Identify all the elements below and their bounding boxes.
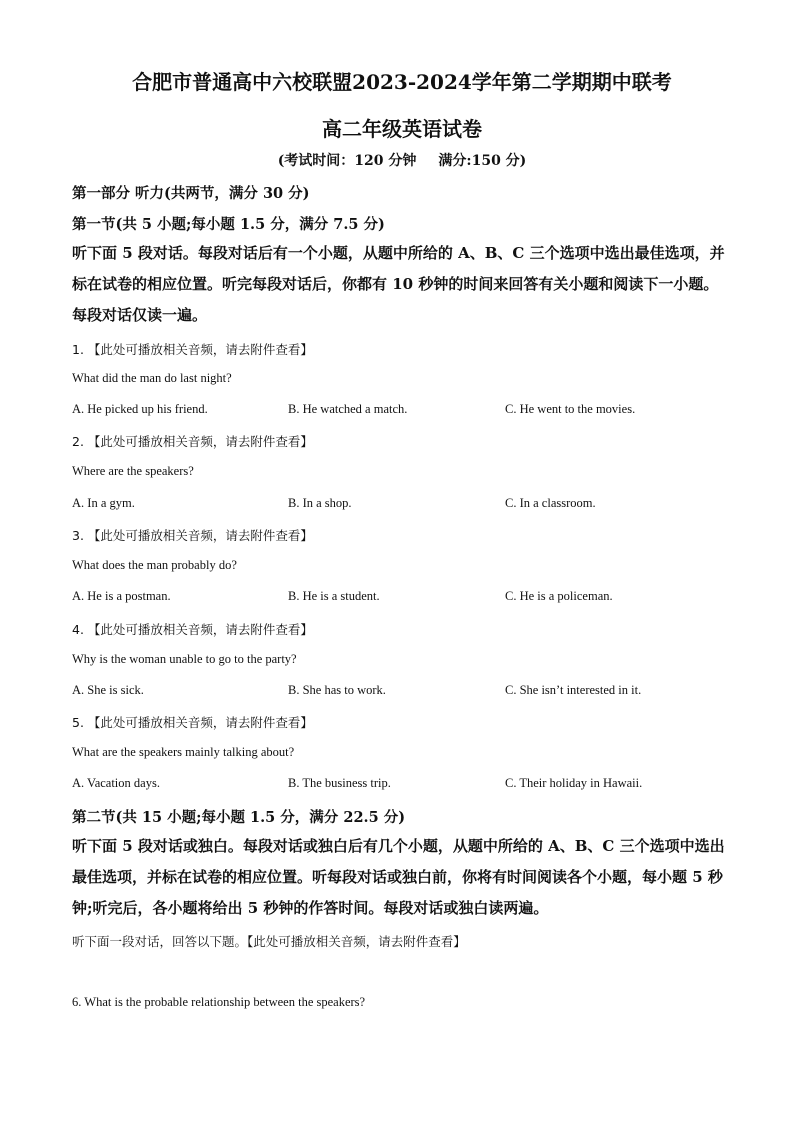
audio-placeholder-2[interactable]: 2. 【此处可播放相关音频，请去附件查看】 [72, 434, 313, 449]
exam-info [72, 150, 732, 170]
option-1c: C. He went to the movies. [505, 402, 636, 416]
section2-heading: 第二节(共 15 小题;每小题 1.5 分，满分 22.5 分) [72, 809, 406, 826]
option-4b: B. She has to work. [288, 683, 386, 697]
audio-placeholder-5[interactable]: 5. 【此处可播放相关音频，请去附件查看】 [72, 715, 313, 730]
option-1b: B. He watched a match. [288, 402, 408, 416]
section2-instructions: 听下面 5 段对话或独白。每段对话或独白后有几个小题，从题中所给的 A、B、C 三个选项中选出最佳选项，并标在试卷的相应位置。听每段对话或独白前，你将有时间阅读各个小题，每小题 5 秒钟;听完后，各小题将给出 5 秒钟的作答时间。每段对话或独白读两遍。 [72, 837, 725, 917]
option-2c: C. In a classroom. [505, 496, 596, 510]
exam-title: 合肥市普通高中六校联盟2023-2024学年第二学期期中联考 [132, 70, 672, 94]
question-5: What are the speakers mainly talking about? [72, 745, 295, 759]
option-4c: C. She isn’t interested in it. [505, 683, 642, 697]
exam-time: (考试时间：120 分钟 [277, 153, 417, 169]
option-2a: A. In a gym. [72, 496, 135, 510]
question-1: What did the man do last night? [72, 371, 232, 385]
question-6: 6. What is the probable relationship between the speakers? [72, 995, 366, 1009]
option-2b: B. In a shop. [288, 496, 352, 510]
option-3c: C. He is a policeman. [505, 589, 613, 603]
option-4a: A. She is sick. [72, 683, 144, 697]
question-3: What does the man probably do? [72, 558, 237, 572]
question-2: Where are the speakers? [72, 464, 194, 478]
section1-heading: 第一节(共 5 小题;每小题 1.5 分，满分 7.5 分) [72, 216, 385, 233]
part1-heading: 第一部分 听力(共两节，满分 30 分) [72, 185, 310, 202]
option-5b: B. The business trip. [288, 776, 391, 790]
question-4: Why is the woman unable to go to the party? [72, 652, 297, 666]
audio-placeholder-4[interactable]: 4. 【此处可播放相关音频，请去附件查看】 [72, 622, 313, 637]
option-3b: B. He is a student. [288, 589, 380, 603]
option-3a: A. He is a postman. [72, 589, 171, 603]
exam-subtitle: 高二年级英语试卷 [322, 117, 482, 141]
exam-score: 满分:150 分) [438, 153, 527, 169]
section1-instructions: 听下面 5 段对话。每段对话后有一个小题，从题中所给的 A、B、C 三个选项中选出最佳选项，并标在试卷的相应位置。听完每段对话后，你都有 10 秒钟的时间来回答有关小题和阅读下一小题。每段对话仅读一遍。 [72, 244, 725, 324]
option-1a: A. He picked up his friend. [72, 402, 208, 416]
audio-placeholder-3[interactable]: 3. 【此处可播放相关音频，请去附件查看】 [72, 528, 313, 543]
listen-prompt[interactable]: 听下面一段对话，回答以下题。【此处可播放相关音频，请去附件查看】 [72, 934, 466, 949]
option-5a: A. Vacation days. [72, 776, 160, 790]
option-5c: C. Their holiday in Hawaii. [505, 776, 643, 790]
audio-placeholder-1[interactable]: 1. 【此处可播放相关音频，请去附件查看】 [72, 342, 313, 357]
